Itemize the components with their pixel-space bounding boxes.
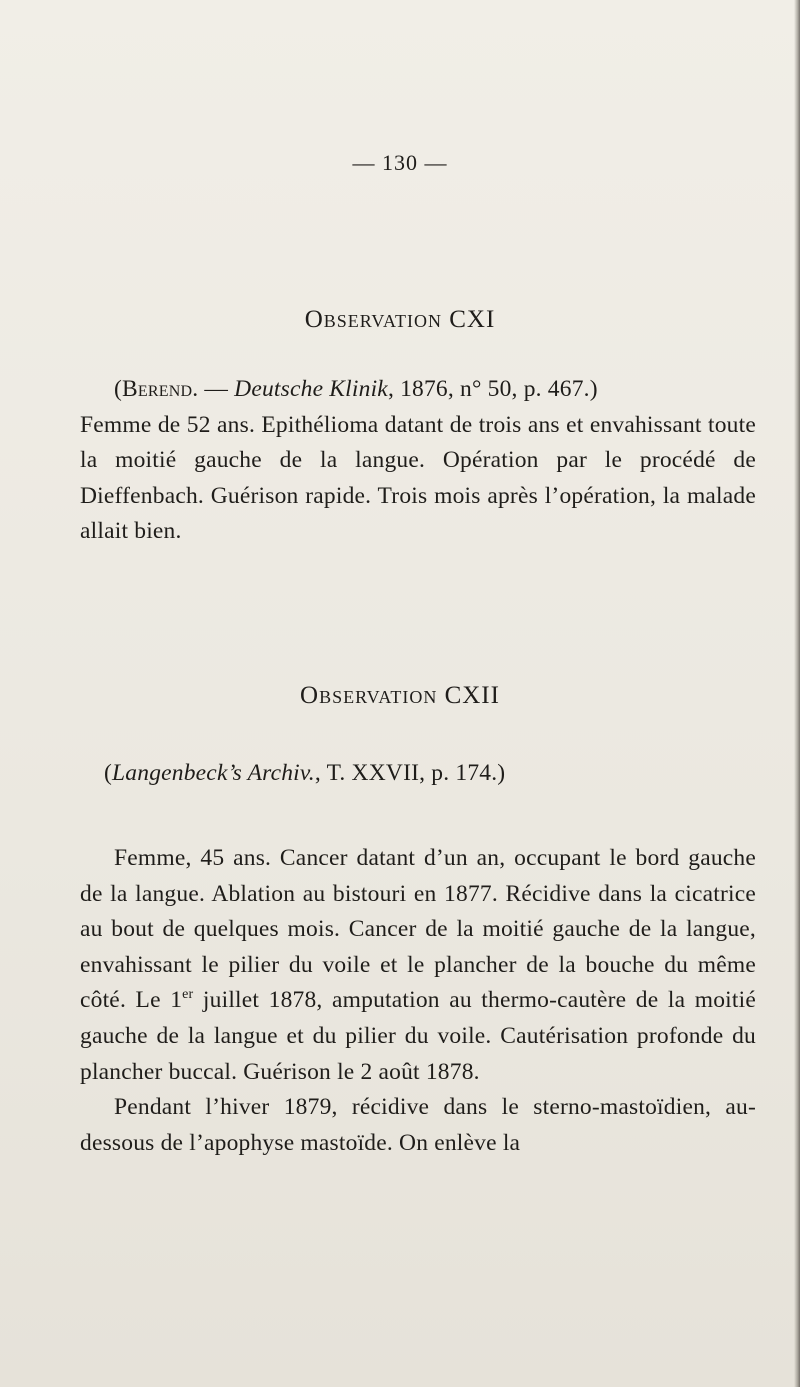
page-number: — 130 — bbox=[352, 150, 448, 175]
page-edge-shadow bbox=[794, 0, 800, 1387]
ordinal-superscript: er bbox=[182, 987, 194, 1003]
observation-cxii-body bbox=[80, 841, 756, 1161]
observation-cxi-text: Femme de 52 ans. Epithélioma datant de trois ans et envahissant toute la moitié gauche de la langue. Opération par le procédé de Dieffenbach. Guérison rapide. Trois mois après l’opération, la malade allait bien. bbox=[80, 411, 756, 545]
source-details: , T. XXVII, p. 174.) bbox=[314, 760, 506, 786]
paragraph-1-part-1: Femme, 45 ans. Cancer datant d’un an, occupant le bord gauche de la langue. Ablation au bistouri en 1877. Récidive dans la cicatrice au bout de quelques mois. Cancer de la moitié gauche de la langue, envahissant le pilier du voile et le plancher de la bouche du même côté. Le 1 bbox=[80, 845, 756, 1014]
source-journal: Deutsche Klinik bbox=[234, 376, 388, 402]
observation-heading-cxii: Observation CXII bbox=[300, 682, 500, 709]
observation-cxi-paragraph: (Berend. — Deutsche Klinik, 1876, n° 50, p. 467.) Femme de 52 ans. Epithélioma datant de trois ans et envahissant toute la moitié gauche de la langue. Opération par le procédé de Dieffenbach. Guérison rapide. Trois mois après l’opération, la malade allait bien. bbox=[80, 376, 756, 545]
source-journal: Langenbeck’s Archiv. bbox=[112, 760, 315, 786]
source-line: (Langenbeck’s Archiv., T. XXVII, p. 174.) bbox=[104, 760, 506, 786]
paragraph-1-part-2: juillet 1878, amputation au thermo-cautère de la moitié gauche de la langue et du pilier du voile. Cautérisation profonde du plancher buccal. Guérison le 2 août 1878. bbox=[80, 987, 756, 1085]
observation-cxii-source bbox=[80, 756, 756, 792]
source-author: Berend. bbox=[122, 376, 199, 402]
observation-cxi-body bbox=[80, 372, 756, 550]
observation-heading-cxi: Observation CXI bbox=[304, 306, 496, 333]
observation-cxii-paragraph-2: Pendant l’hiver 1879, récidive dans le sterno-mastoïdien, au-dessous de l’apophyse mastoïde. On enlève la bbox=[80, 1094, 756, 1156]
source-details: , 1876, n° 50, p. 467.) bbox=[387, 376, 598, 402]
observation-cxii-paragraph-1 bbox=[80, 841, 756, 1090]
